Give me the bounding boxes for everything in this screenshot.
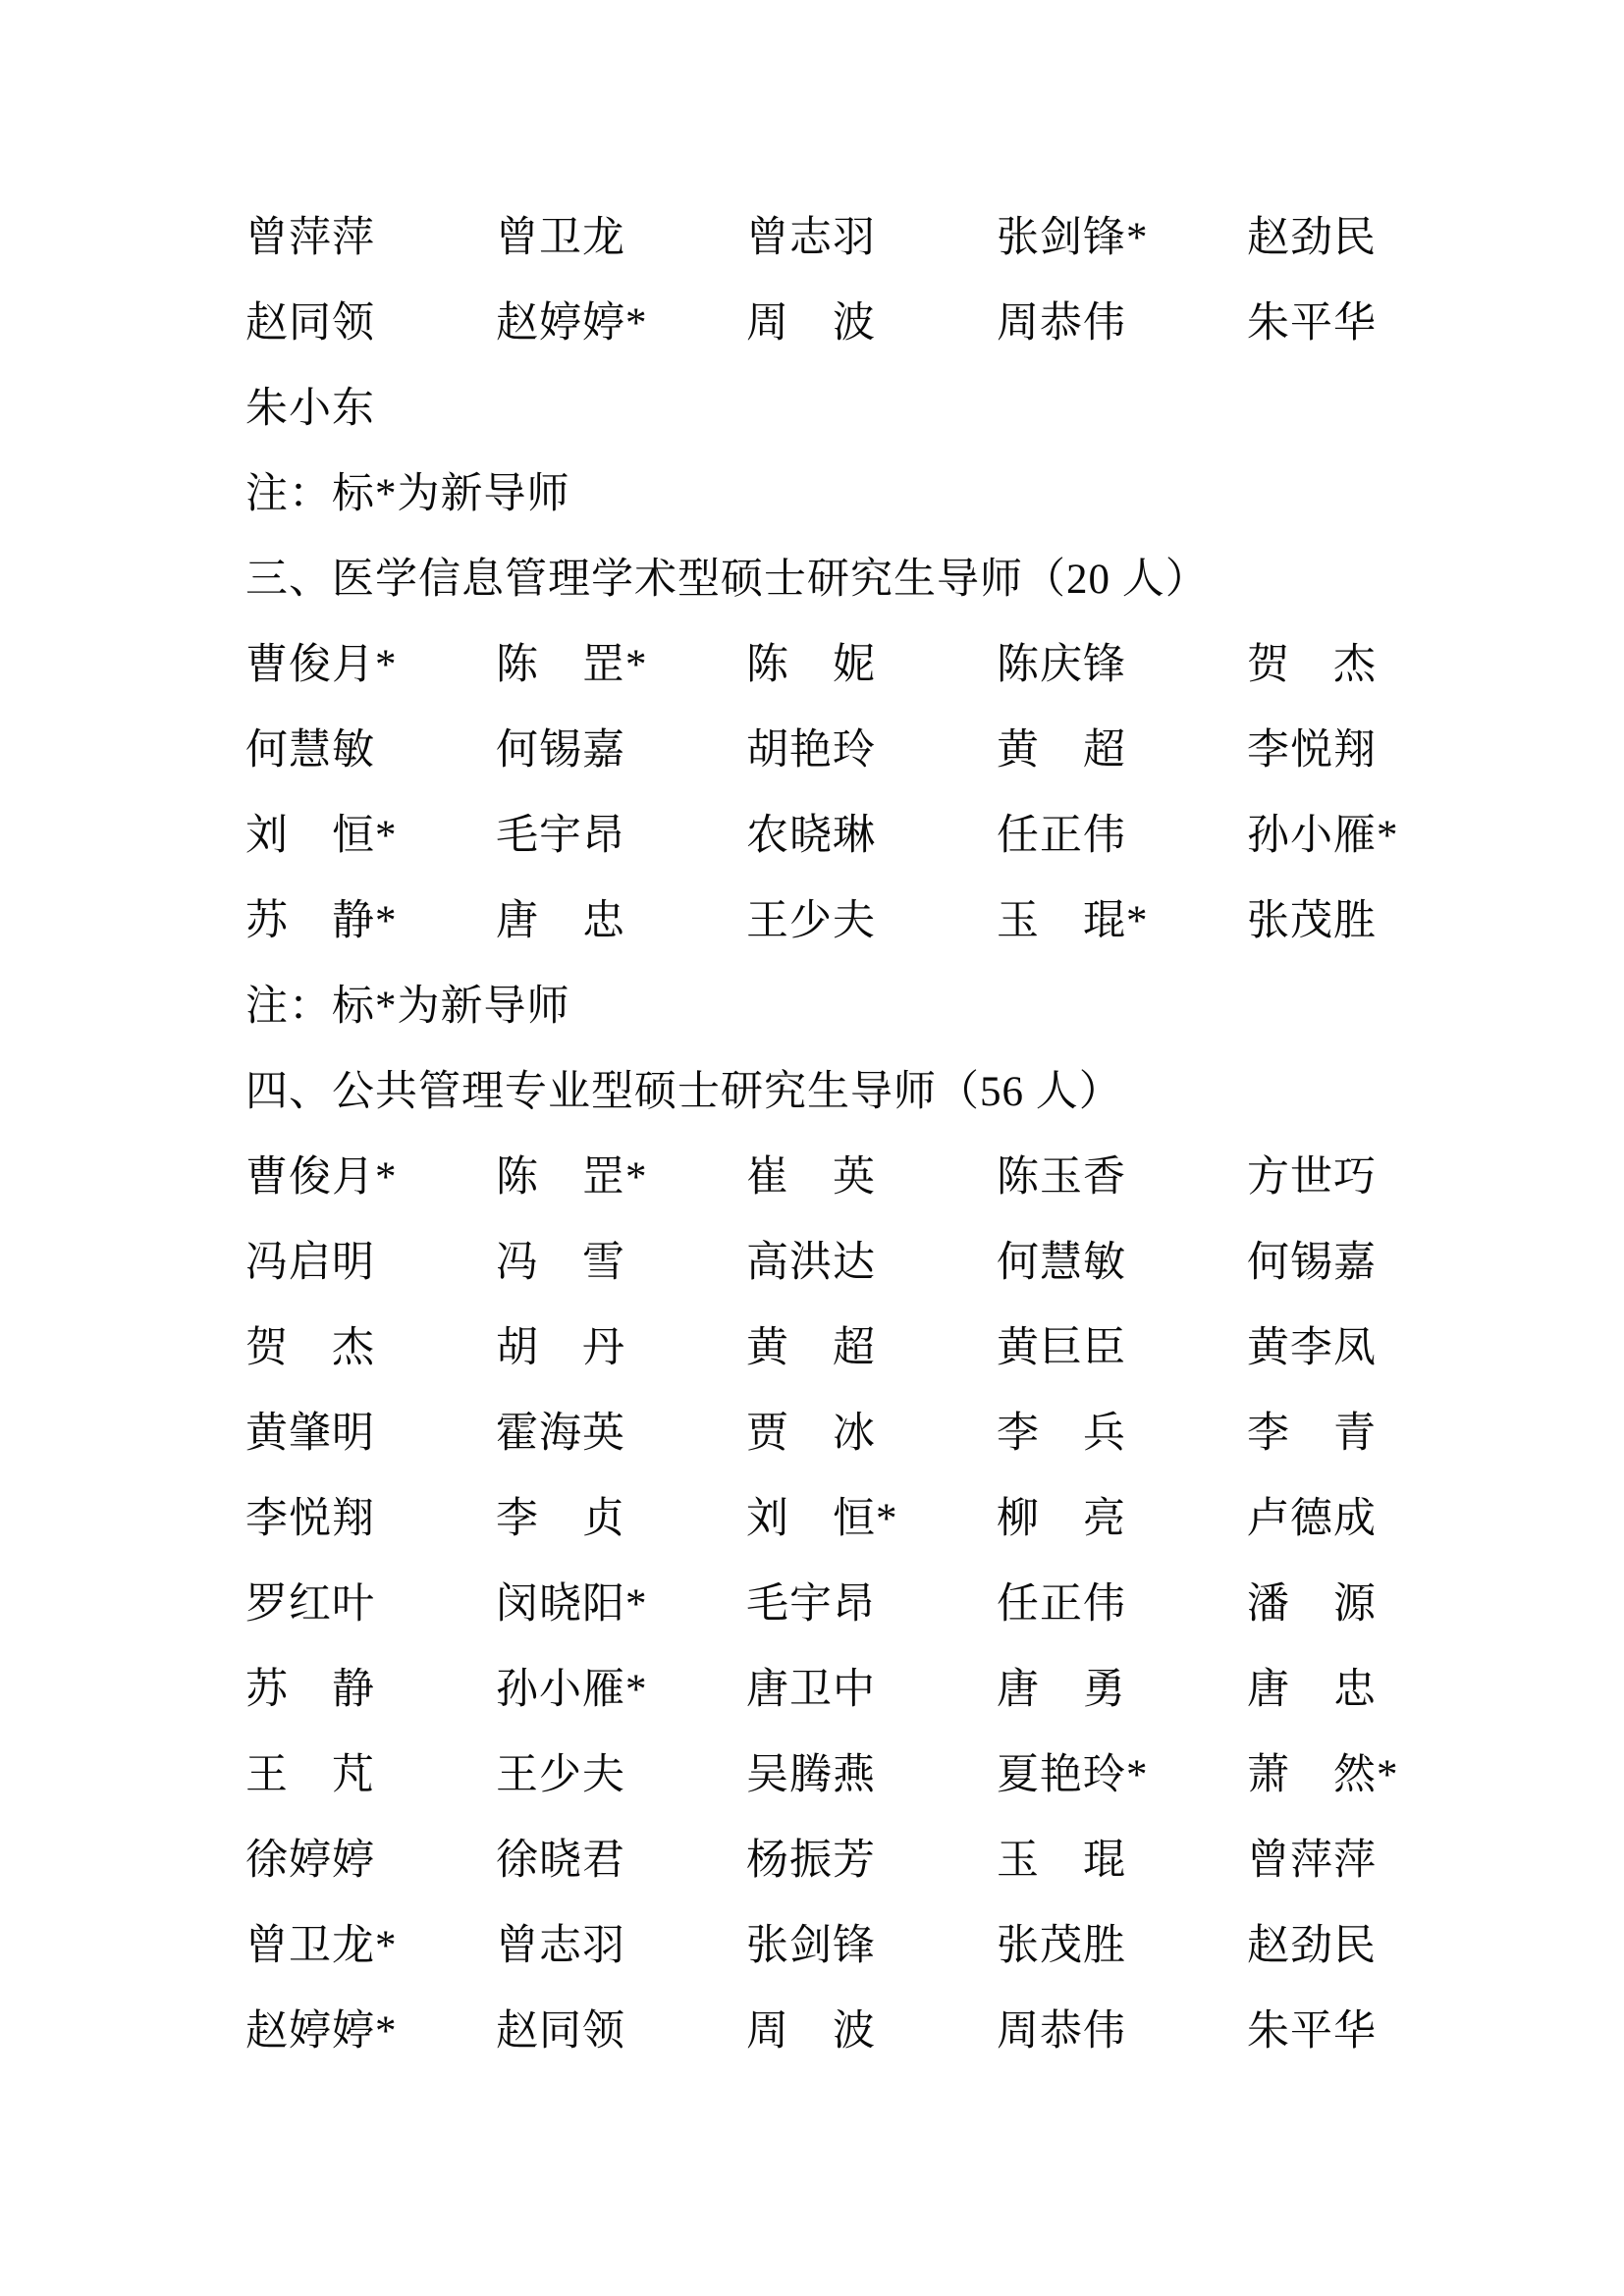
name-cell: 崔 英 xyxy=(746,1154,876,1201)
name-cell: 陈 妮 xyxy=(746,642,876,688)
name-cell: 徐晓君 xyxy=(496,1838,625,1884)
name-cell: 王少夫 xyxy=(746,898,876,944)
name-cell: 夏艳玲* xyxy=(997,1752,1149,1798)
name-cell: 吴腾燕 xyxy=(746,1752,876,1798)
section-3-note: 注：标*为新导师 xyxy=(245,984,570,1030)
name-cell: 周恭伟 xyxy=(997,300,1126,347)
name-cell: 赵同领 xyxy=(496,2008,625,2055)
name-cell: 黄巨臣 xyxy=(997,1325,1126,1371)
name-cell: 陈 罡* xyxy=(496,1154,648,1201)
name-cell: 朱平华 xyxy=(1247,2008,1377,2055)
name-cell: 陈庆锋 xyxy=(997,642,1126,688)
name-row xyxy=(245,708,1506,793)
name-cell: 曾萍萍 xyxy=(245,215,375,261)
name-cell: 朱平华 xyxy=(1247,300,1377,347)
name-cell: 张茂胜 xyxy=(1247,898,1377,944)
section-4-heading: 四、公共管理专业型硕士研究生导师（56 人） xyxy=(245,1069,1122,1115)
name-row xyxy=(245,793,1506,879)
name-cell: 任正伟 xyxy=(997,1581,1126,1628)
name-cell: 朱小东 xyxy=(245,386,375,432)
name-row xyxy=(245,195,1506,281)
name-cell: 赵婷婷* xyxy=(496,300,648,347)
name-cell: 李悦翔 xyxy=(245,1496,375,1542)
name-cell: 唐 忠 xyxy=(1247,1667,1377,1713)
name-cell: 何慧敏 xyxy=(997,1240,1126,1286)
name-cell: 陈玉香 xyxy=(997,1154,1126,1201)
name-cell: 周 波 xyxy=(746,2008,876,2055)
name-cell: 卢德成 xyxy=(1247,1496,1377,1542)
name-cell: 黄 超 xyxy=(997,727,1126,774)
name-cell: 贺 杰 xyxy=(1247,642,1377,688)
section-2-continued-note: 注：标*为新导师 xyxy=(245,471,570,517)
name-row xyxy=(245,1647,1506,1733)
name-cell: 高洪达 xyxy=(746,1240,876,1286)
name-row xyxy=(245,1391,1506,1476)
name-cell: 农晓琳 xyxy=(746,813,876,859)
name-cell: 毛宇昂 xyxy=(746,1581,876,1628)
name-cell: 潘 源 xyxy=(1247,1581,1377,1628)
name-cell: 李 贞 xyxy=(496,1496,625,1542)
name-cell: 苏 静* xyxy=(245,898,398,944)
name-cell: 刘 恒* xyxy=(746,1496,898,1542)
name-cell: 曾志羽 xyxy=(496,1923,625,1969)
name-cell: 柳 亮 xyxy=(997,1496,1126,1542)
name-cell: 李悦翔 xyxy=(1247,727,1377,774)
name-cell: 赵同领 xyxy=(245,300,375,347)
name-row xyxy=(245,1135,1506,1220)
name-row xyxy=(245,1733,1506,1818)
name-cell: 李 青 xyxy=(1247,1411,1377,1457)
name-cell: 唐 忠 xyxy=(496,898,625,944)
name-cell: 玉 琨 xyxy=(997,1838,1126,1884)
name-cell: 玉 琨* xyxy=(997,898,1149,944)
name-cell: 冯 雪 xyxy=(496,1240,625,1286)
name-cell: 黄李凤 xyxy=(1247,1325,1377,1371)
name-cell: 任正伟 xyxy=(997,813,1126,859)
name-cell: 唐卫中 xyxy=(746,1667,876,1713)
name-cell: 曾卫龙 xyxy=(496,215,625,261)
name-cell: 王少夫 xyxy=(496,1752,625,1798)
name-cell: 毛宇昂 xyxy=(496,813,625,859)
name-row xyxy=(245,1220,1506,1306)
name-cell: 曹俊月* xyxy=(245,1154,398,1201)
name-cell: 张茂胜 xyxy=(997,1923,1126,1969)
name-row xyxy=(245,366,1506,452)
name-cell: 何慧敏 xyxy=(245,727,375,774)
name-row xyxy=(245,281,1506,366)
name-cell: 苏 静 xyxy=(245,1667,375,1713)
name-cell: 王 芃 xyxy=(245,1752,375,1798)
name-row xyxy=(245,1903,1506,1989)
name-row xyxy=(245,1562,1506,1647)
name-cell: 赵劲民 xyxy=(1247,215,1377,261)
name-cell: 黄 超 xyxy=(746,1325,876,1371)
name-cell: 闵晓阳* xyxy=(496,1581,648,1628)
name-row xyxy=(245,622,1506,708)
name-cell: 李 兵 xyxy=(997,1411,1126,1457)
name-cell: 孙小雁* xyxy=(1247,813,1399,859)
name-cell: 刘 恒* xyxy=(245,813,398,859)
name-cell: 赵婷婷* xyxy=(245,2008,398,2055)
section-3-heading: 三、医学信息管理学术型硕士研究生导师（20 人） xyxy=(245,557,1209,603)
name-row xyxy=(245,1989,1506,2074)
name-row xyxy=(245,1476,1506,1562)
name-cell: 曾志羽 xyxy=(746,215,876,261)
name-row xyxy=(245,879,1506,964)
name-cell: 冯启明 xyxy=(245,1240,375,1286)
name-row xyxy=(245,1306,1506,1391)
name-cell: 张剑锋* xyxy=(997,215,1149,261)
name-cell: 曹俊月* xyxy=(245,642,398,688)
name-cell: 孙小雁* xyxy=(496,1667,648,1713)
name-cell: 何锡嘉 xyxy=(1247,1240,1377,1286)
name-cell: 何锡嘉 xyxy=(496,727,625,774)
name-cell: 唐 勇 xyxy=(997,1667,1126,1713)
name-cell: 黄肇明 xyxy=(245,1411,375,1457)
name-row xyxy=(245,1818,1506,1903)
name-cell: 周 波 xyxy=(746,300,876,347)
name-cell: 徐婷婷 xyxy=(245,1838,375,1884)
name-cell: 方世巧 xyxy=(1247,1154,1377,1201)
name-cell: 霍海英 xyxy=(496,1411,625,1457)
name-cell: 周恭伟 xyxy=(997,2008,1126,2055)
name-cell: 曾萍萍 xyxy=(1247,1838,1377,1884)
name-cell: 杨振芳 xyxy=(746,1838,876,1884)
name-cell: 张剑锋 xyxy=(746,1923,876,1969)
name-cell: 曾卫龙* xyxy=(245,1923,398,1969)
name-cell: 胡 丹 xyxy=(496,1325,625,1371)
name-cell: 贺 杰 xyxy=(245,1325,375,1371)
name-cell: 陈 罡* xyxy=(496,642,648,688)
name-cell: 贾 冰 xyxy=(746,1411,876,1457)
name-cell: 赵劲民 xyxy=(1247,1923,1377,1969)
name-cell: 罗红叶 xyxy=(245,1581,375,1628)
name-cell: 萧 然* xyxy=(1247,1752,1399,1798)
name-cell: 胡艳玲 xyxy=(746,727,876,774)
